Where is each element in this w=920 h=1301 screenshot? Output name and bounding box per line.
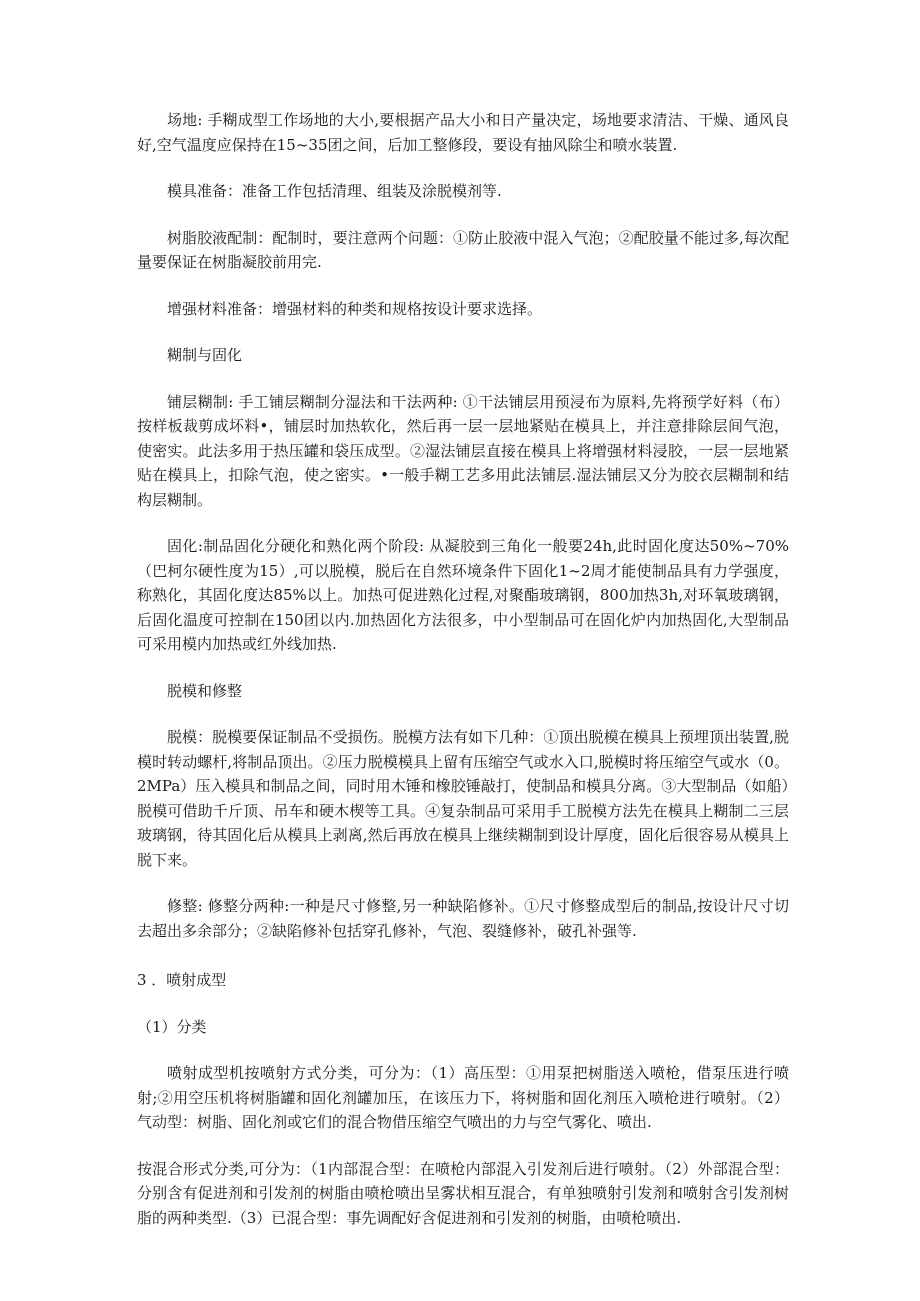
paragraph-reinforcement: 增强材料准备：增强材料的种类和规格按设计要求选择。: [167, 299, 543, 318]
subsection-heading-classification: （1）分类: [137, 1017, 207, 1036]
paragraph-demold: 脱模：脱模要保证制品不受损伤。脱模方法有如下几种：①顶出脱模在模具上预埋顶出装置,脱模时转动螺杆,将制品顶出。②压力脱模模具上留有压缩空气或水入口,脱模时将压缩空气或水（0。2MPa）压入模具和制品之间，同时用木锤和橡胶锤敲打，使制品和模具分离。③大型制品（如船）脱模可借助千斤顶、吊车和硬木楔等工具。④复杂制品可采用手工脱模方法先在模具上糊制二三层玻璃钢，待其固化后从模具上剥离,然后再放在模具上继续糊制到设计厚度，固化后很容易从模具上脱下来。: [137, 728, 789, 869]
paragraph-mixing-type: 按混合形式分类,可分为：（1内部混合型：在喷枪内部混入引发剂后进行喷射。（2）外部混合型：分别含有促进剂和引发剂的树脂由喷枪喷出呈雾状相互混合，有单独喷射引发剂和喷射含引发剂树脂的两种类型.（3）已混合型：事先调配好含促进剂和引发剂的树脂，由喷枪喷出.: [137, 1159, 789, 1227]
paragraph-mold-prep: 模具准备：准备工作包括清理、组装及涂脱模剂等.: [167, 182, 502, 200]
heading-layup-curing: 糊制与固化: [167, 346, 243, 364]
heading-demold-trim: 脱模和修整: [167, 681, 243, 700]
paragraph-trim: 修整: 修整分两种:一种是尺寸修整,另一种缺陷修补。①尺寸修整成型后的制品,按设计尺寸切去超出多余部分；②缺陷修补包括穿孔修补，气泡、裂缝修补，破孔补强等.: [137, 897, 789, 940]
paragraph-resin-prep: 树脂胶液配制：配制时，要注意两个问题：①防止胶液中混入气泡；②配胶量不能过多,每次配量要保证在树脂凝胶前用完.: [137, 228, 789, 271]
paragraph-layup: 铺层糊制: 手工铺层糊制分湿法和干法两种: ①干法铺层用预浸布为原料,先将预学好料（布）按样板裁剪成坏料•，铺层时加热软化，然后再一层一层地紧贴在模具上，并注意排除层间气泡，使密实。此法多用于热压罐和袋压成型。②湿法铺层直接在模具上将增强材料浸胶，一层一层地紧贴在模具上，扣除气泡，使之密实。•一般手糊工艺多用此法铺层.湿法铺层又分为胶衣层糊制和结构层糊制。: [137, 392, 789, 509]
paragraph-curing: 固化:制品固化分硬化和熟化两个阶段: 从凝胶到三角化一般要24h,此时固化度达50%~70%（巴柯尔硬性度为15）,可以脱模，脱后在自然环境条件下固化1~2周才能使制品具有力学强度，称熟化，其固化度达85%以上。加热可促进熟化过程,对聚酯玻璃钢，800加热3h,对环氧玻璃钢，后固化温度可控制在150团以内.加热固化方法很多，中小型制品可在固化炉内加热固化,大型制品可采用模内加热或红外线加热.: [137, 537, 789, 653]
section-heading-spray: 3 ．喷射成型: [137, 971, 227, 989]
paragraph-spray-method: 喷射成型机按喷射方式分类，可分为：（1）高压型：①用泵把树脂送入喷枪，借泵压进行喷射;②用空压机将树脂罐和固化剂罐加压，在该压力下，将树脂和固化剂压入喷枪进行喷射。（2）气动型：树脂、固化剂或它们的混合物借压缩空气喷出的力与空气雾化、喷出.: [137, 1064, 789, 1131]
document-body: [137, 108, 789, 1230]
paragraph-site: 场地: 手糊成型工作场地的大小,要根据产品大小和日产量决定，场地要求清洁、干燥、通风良好,空气温度应保持在15~35团之间，后加工整修段，要设有抽风除尘和喷水装置.: [137, 111, 789, 154]
